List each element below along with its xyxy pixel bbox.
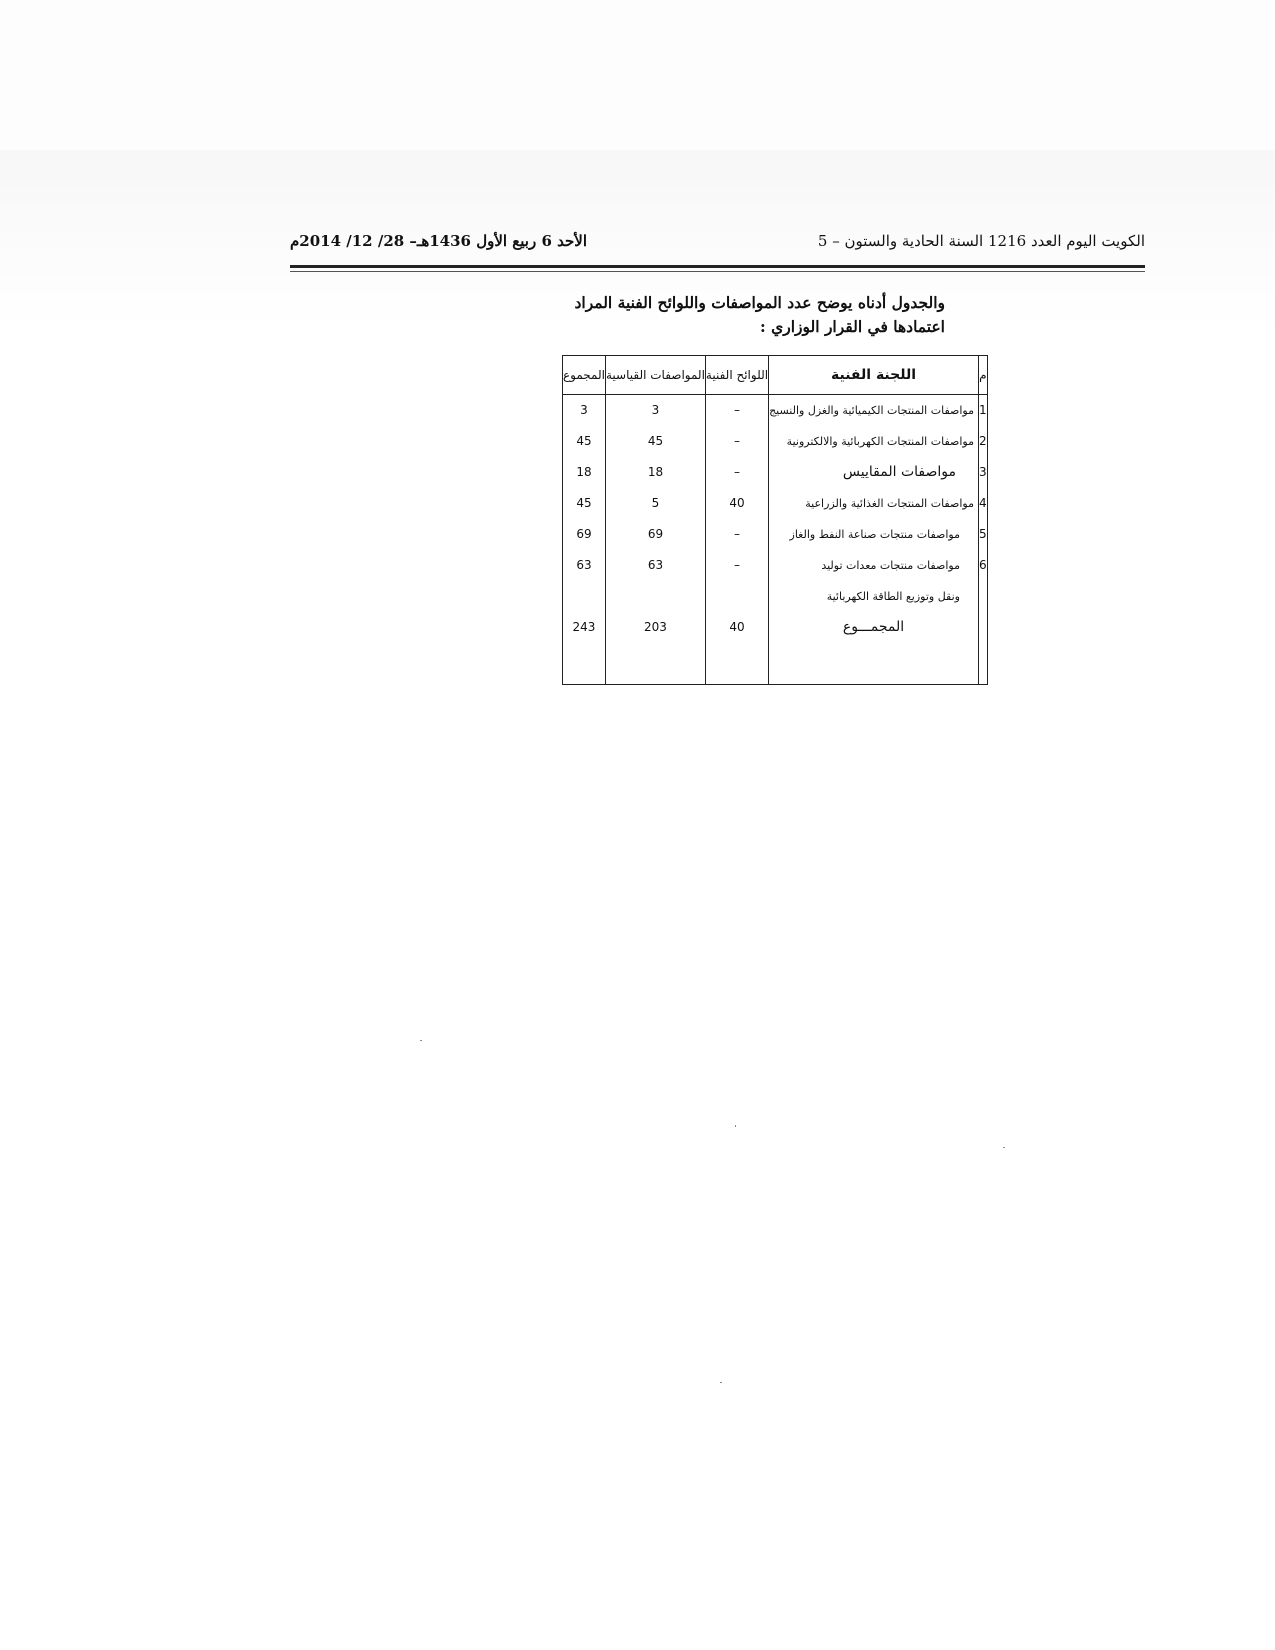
row-regulations: – xyxy=(705,457,768,488)
row-committee: مواصفات المقاييس xyxy=(769,457,979,488)
table-row xyxy=(563,426,988,457)
header-issue-info: الكويت اليوم العدد 1216 السنة الحادية والستون – 5 xyxy=(817,232,1145,250)
row-regulations: – xyxy=(705,519,768,550)
table-row xyxy=(563,550,988,581)
row-index-empty xyxy=(978,581,987,612)
spacer-cell xyxy=(563,643,606,685)
table-row xyxy=(563,519,988,550)
row-regulations: – xyxy=(705,426,768,457)
row-committee-continuation: ونقل وتوزيع الطاقة الكهربائية xyxy=(769,581,979,612)
table-row xyxy=(563,395,988,426)
header-standards: المواصفات القياسية xyxy=(605,356,705,395)
row-total: 63 xyxy=(563,550,606,581)
row-committee: مواصفات منتجات صناعة النفط والغاز xyxy=(769,519,979,550)
row-regulations: – xyxy=(705,395,768,426)
row-standards: 69 xyxy=(605,519,705,550)
row-committee: مواصفات منتجات معدات توليد xyxy=(769,550,979,581)
totals-standards: 203 xyxy=(605,612,705,643)
row-index: 4 xyxy=(978,488,987,519)
scan-speck xyxy=(720,1382,722,1383)
row-index: 6 xyxy=(978,550,987,581)
row-committee: مواصفات المنتجات الغذائية والزراعية xyxy=(769,488,979,519)
row-standards: 18 xyxy=(605,457,705,488)
row-regulations-empty xyxy=(705,581,768,612)
table-header-row xyxy=(563,356,988,395)
header-committee: اللجنة الفنية xyxy=(769,356,979,395)
spacer-cell xyxy=(978,643,987,685)
row-total-empty xyxy=(563,581,606,612)
table-row xyxy=(563,457,988,488)
scan-speck xyxy=(1003,1147,1005,1148)
row-total: 45 xyxy=(563,488,606,519)
row-standards: 3 xyxy=(605,395,705,426)
intro-line-1: والجدول أدناه يوضح عدد المواصفات واللوائح الفنية المراد xyxy=(574,293,945,312)
scan-speck xyxy=(420,1040,422,1041)
row-committee: مواصفات المنتجات الكهربائية والالكترونية xyxy=(769,426,979,457)
row-standards: 63 xyxy=(605,550,705,581)
spacer-cell xyxy=(769,643,979,685)
row-total: 45 xyxy=(563,426,606,457)
header-date: الأحد 6 ربيع الأول 1436هـ– 28/ 12/ 2014م xyxy=(290,232,587,250)
row-standards: 5 xyxy=(605,488,705,519)
row-total: 69 xyxy=(563,519,606,550)
row-index: 1 xyxy=(978,395,987,426)
page-header xyxy=(290,228,1145,262)
totals-index-empty xyxy=(978,612,987,643)
totals-total: 243 xyxy=(563,612,606,643)
row-index: 3 xyxy=(978,457,987,488)
totals-regulations: 40 xyxy=(705,612,768,643)
intro-line-2: اعتمادها في القرار الوزاري : xyxy=(759,317,945,336)
row-regulations: 40 xyxy=(705,488,768,519)
table-row-continuation xyxy=(563,581,988,612)
row-index: 2 xyxy=(978,426,987,457)
header-rule-thick xyxy=(290,265,1145,268)
row-regulations: – xyxy=(705,550,768,581)
header-index: م xyxy=(978,356,987,395)
row-index: 5 xyxy=(978,519,987,550)
row-standards: 45 xyxy=(605,426,705,457)
table-bottom-spacer-row xyxy=(563,643,988,685)
header-regulations: اللوائح الفنية xyxy=(705,356,768,395)
table-totals-row xyxy=(563,612,988,643)
row-total: 18 xyxy=(563,457,606,488)
row-standards-empty xyxy=(605,581,705,612)
intro-paragraph xyxy=(545,291,945,339)
row-total: 3 xyxy=(563,395,606,426)
spacer-cell xyxy=(605,643,705,685)
totals-label: المجمـــوع xyxy=(769,612,979,643)
scan-speck xyxy=(735,1125,736,1127)
header-rule-thin xyxy=(290,271,1145,272)
table-row xyxy=(563,488,988,519)
spacer-cell xyxy=(705,643,768,685)
row-committee: مواصفات المنتجات الكيميائية والغزل والنسيج xyxy=(769,395,979,426)
header-total: المجموع xyxy=(563,356,606,395)
spec-table-container xyxy=(562,355,987,685)
spec-table xyxy=(562,355,988,685)
